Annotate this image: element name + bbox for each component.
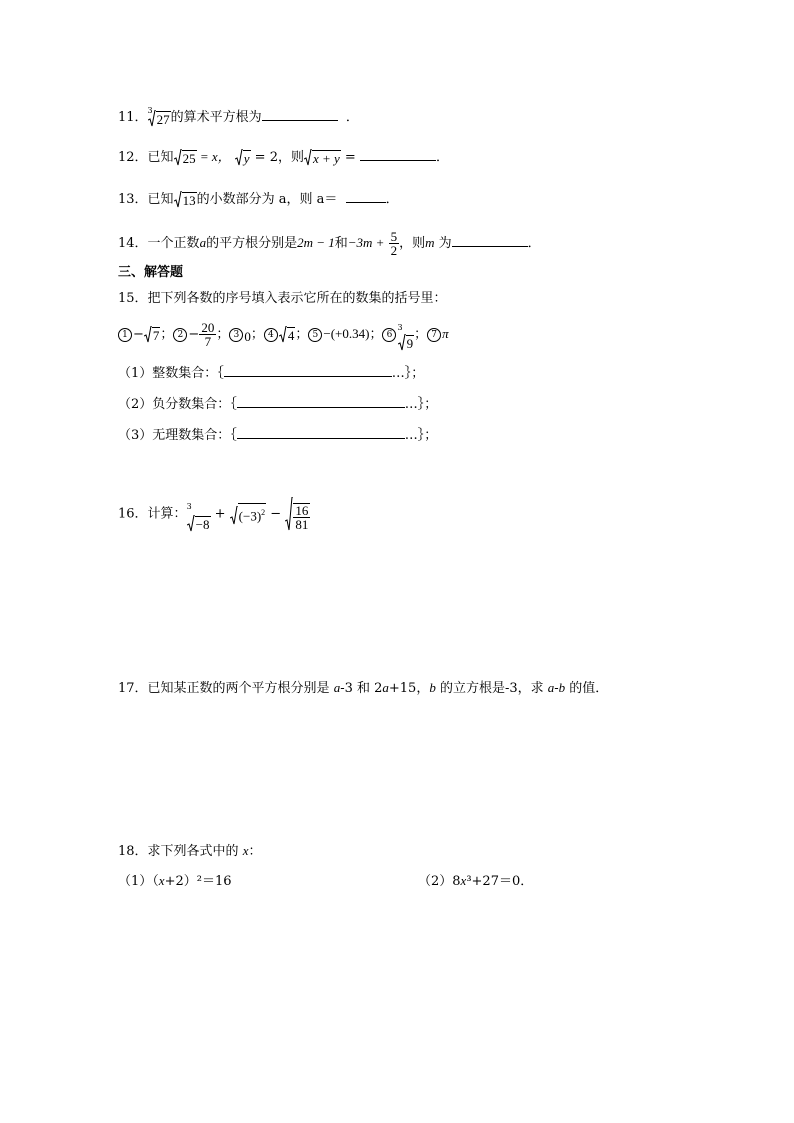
operator: − xyxy=(266,506,286,522)
question-number: 13． xyxy=(118,192,148,207)
cube-root xyxy=(187,496,211,532)
radical-sign-icon xyxy=(285,497,293,531)
section-heading: 三、解答题 xyxy=(118,265,184,280)
question-text: 把下列各数的序号填入表示它所在的数集的括号里： xyxy=(147,291,447,306)
fraction xyxy=(199,321,216,348)
question-text: +15， xyxy=(388,681,430,696)
expression: −3m + xyxy=(347,235,385,250)
question-text: 的值． xyxy=(565,681,609,696)
part-label: （1）（ xyxy=(118,874,159,889)
numerator: 16 xyxy=(295,503,309,518)
separator: ； xyxy=(295,327,309,342)
question-18-part-2 xyxy=(418,872,533,891)
root-index: 3 xyxy=(147,105,153,115)
radicand: 7 xyxy=(152,328,160,343)
radicand: 27 xyxy=(156,111,170,127)
expression: 2m − 1 xyxy=(297,235,335,250)
square-root xyxy=(174,191,197,208)
part-label: （2）8 xyxy=(418,874,461,889)
circled-number-1: 1 xyxy=(118,328,132,342)
question-text: 已知某正数的两个平方根分别是 xyxy=(147,681,334,696)
root-index: 3 xyxy=(397,322,403,332)
question-text: 为 xyxy=(438,236,452,251)
answer-blank[interactable] xyxy=(237,395,405,408)
punct: ． xyxy=(345,110,359,125)
answer-blank[interactable] xyxy=(452,234,528,247)
radicand: 9 xyxy=(406,335,414,351)
question-text: 和 xyxy=(334,236,348,251)
question-number: 14． xyxy=(118,236,148,251)
separator: ； xyxy=(160,327,174,342)
radicand: 25 xyxy=(182,151,196,166)
value: 0 xyxy=(244,329,251,344)
fraction xyxy=(389,230,400,257)
square-root xyxy=(230,503,267,524)
numerator: 5 xyxy=(390,229,398,244)
set-irrational xyxy=(118,426,437,445)
value: −(+0.34) xyxy=(323,326,370,341)
question-16 xyxy=(118,496,310,533)
question-13 xyxy=(118,190,399,209)
question-text: 已知 xyxy=(147,192,174,207)
question-number: 15． xyxy=(118,291,148,306)
variable: x xyxy=(460,873,467,888)
set-label: （2）负分数集合：｛ xyxy=(118,397,237,412)
question-text: 的平方根分别是 xyxy=(206,236,298,251)
denominator: 81 xyxy=(295,517,309,532)
answer-blank[interactable] xyxy=(346,190,386,203)
question-text: 求下列各式中的 xyxy=(147,844,243,859)
circled-number-3: 3 xyxy=(229,328,243,342)
radicand: y xyxy=(243,151,250,166)
numerator: 20 xyxy=(201,320,215,335)
square-root xyxy=(174,149,197,166)
question-text: ，则 xyxy=(399,236,426,251)
answer-blank[interactable] xyxy=(237,426,405,439)
question-number: 11． xyxy=(118,110,148,125)
number-list xyxy=(118,318,449,351)
set-label: （3）无理数集合：｛ xyxy=(118,428,237,443)
circled-number-6: 6 xyxy=(382,328,396,342)
punct: ： xyxy=(248,844,262,859)
set-tail: …｝； xyxy=(404,428,438,443)
variable: b xyxy=(558,680,566,695)
square-root xyxy=(304,149,341,166)
question-text: 计算： xyxy=(147,506,187,522)
radical-sign-icon xyxy=(174,191,182,208)
radical-sign-icon xyxy=(144,326,152,343)
question-text: - xyxy=(554,681,559,696)
exponent: 2 xyxy=(261,508,266,518)
question-text: 的算术平方根为 xyxy=(170,110,262,125)
variable: a xyxy=(547,680,555,695)
set-integer xyxy=(118,364,424,383)
radicand: −8 xyxy=(195,517,210,532)
radical-sign-icon xyxy=(235,149,243,166)
root-index: 3 xyxy=(186,502,192,511)
question-11 xyxy=(118,105,359,127)
radical-sign-icon xyxy=(174,149,182,166)
square-root xyxy=(235,149,251,166)
question-18 xyxy=(118,842,261,861)
square-root xyxy=(144,326,161,343)
equation: +2）²＝16 xyxy=(164,874,232,889)
separator: ； xyxy=(216,327,230,342)
radicand: (−3) xyxy=(238,508,262,524)
question-18-part-1 xyxy=(118,872,231,891)
radicand: x + y xyxy=(312,151,340,166)
question-number: 17． xyxy=(118,681,148,696)
square-root xyxy=(279,326,296,343)
radicand: 4 xyxy=(287,328,295,343)
radical-sign-icon xyxy=(230,506,238,525)
circled-number-4: 4 xyxy=(264,328,278,342)
variable: a xyxy=(199,235,207,250)
operator: + xyxy=(210,506,230,522)
answer-blank[interactable] xyxy=(360,148,436,161)
set-label: （1）整数集合：｛ xyxy=(118,366,224,381)
denominator: 2 xyxy=(390,243,398,258)
question-number: 18． xyxy=(118,844,148,859)
denominator: 7 xyxy=(204,334,212,349)
variable: b xyxy=(429,680,436,695)
question-text: 一个正数 xyxy=(147,236,200,251)
answer-blank[interactable] xyxy=(224,364,392,377)
sign: − xyxy=(133,327,144,342)
question-text: 的小数部分为 a，则 a＝ xyxy=(196,192,338,207)
square-root xyxy=(285,497,310,531)
circled-number-5: 5 xyxy=(308,328,322,342)
radicand: 13 xyxy=(182,193,196,208)
sign: − xyxy=(188,327,200,342)
answer-blank[interactable] xyxy=(262,108,338,121)
separator: ； xyxy=(250,327,264,342)
equation: ³+27＝0． xyxy=(466,874,534,889)
question-14 xyxy=(118,228,541,259)
question-15 xyxy=(118,290,447,308)
question-number: 16． xyxy=(118,506,148,522)
question-number: 12． xyxy=(118,150,148,165)
variable: x xyxy=(242,843,249,858)
punct: ． xyxy=(435,150,449,165)
variable: x xyxy=(158,873,165,888)
radical-sign-icon xyxy=(279,326,287,343)
set-tail: …｝； xyxy=(404,397,438,412)
punct: ． xyxy=(527,236,541,251)
question-text: 已知 xyxy=(147,150,174,165)
equation-part: = xyxy=(340,150,360,165)
question-text: 的立方根是-3，求 xyxy=(435,681,548,696)
separator: ； xyxy=(369,327,383,342)
variable: a xyxy=(333,680,341,695)
separator: ； xyxy=(414,327,428,342)
set-tail: …｝； xyxy=(391,366,425,381)
circled-number-7: 7 xyxy=(427,328,441,342)
radical-sign-icon xyxy=(304,149,312,166)
variable: a xyxy=(382,680,389,695)
question-17 xyxy=(118,679,608,698)
cube-root xyxy=(397,319,414,351)
set-negative-fraction xyxy=(118,395,437,414)
cube-root xyxy=(147,105,171,127)
equation-part: = x， xyxy=(196,149,231,164)
question-text: -3 和 2 xyxy=(340,681,383,696)
value: π xyxy=(442,326,449,341)
equation-part: = 2，则 xyxy=(250,150,304,165)
circled-number-2: 2 xyxy=(173,328,187,342)
punct: ． xyxy=(385,192,399,207)
question-12 xyxy=(118,148,449,167)
variable: m xyxy=(425,235,435,250)
